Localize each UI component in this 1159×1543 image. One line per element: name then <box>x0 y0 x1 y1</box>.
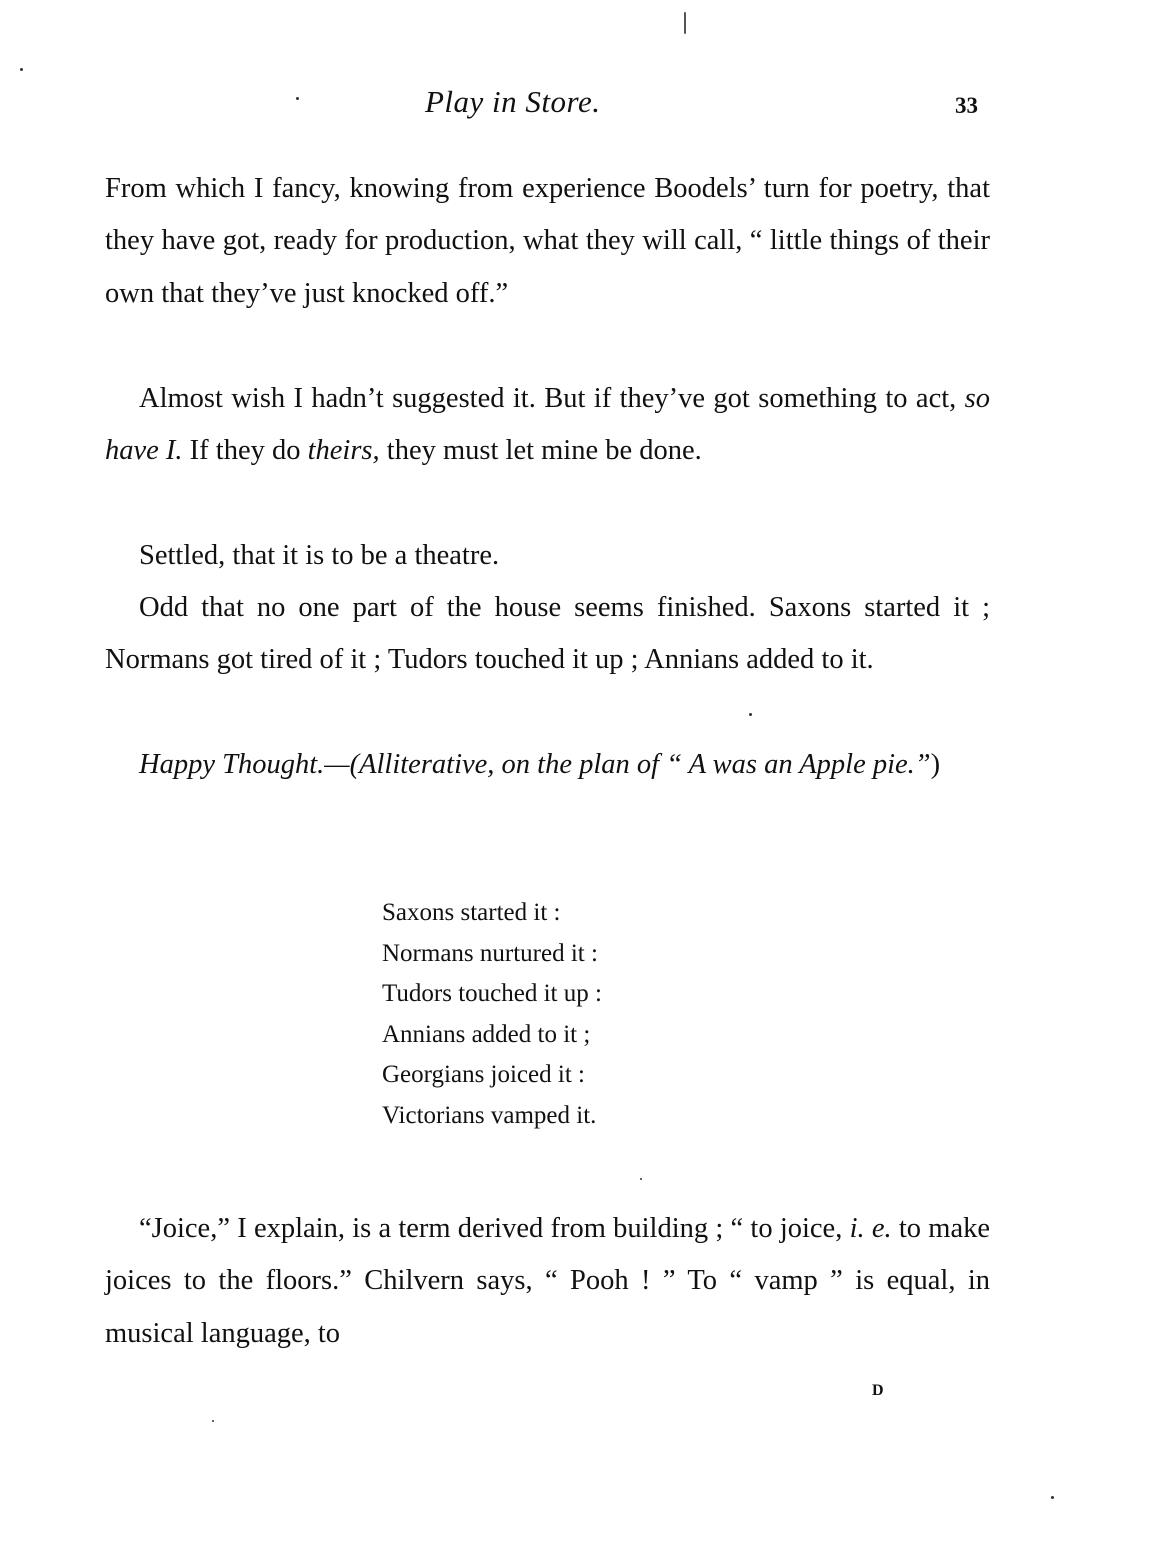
scan-speck <box>20 68 23 71</box>
joice-text-a: “Joice,” I explain, is a term derived from building ; “ to joice, <box>139 1213 850 1244</box>
paragraph-2-italic-theirs: theirs, <box>307 435 380 467</box>
paragraph-1: From which I fancy, knowing from experience Boodels’ turn for poetry, that they have got, ready for production, what they will call, “ little things of their own that they’ve just knocked off.” <box>105 173 990 309</box>
verse-line-2: Normans nurtured it : <box>382 939 598 967</box>
scan-speck <box>1051 1496 1054 1499</box>
paragraph-2-text-a: Almost wish I hadn’t suggested it. But if they’ve got something to act, <box>139 383 965 414</box>
running-title: Play in Store. <box>425 84 601 119</box>
page-number: 33 <box>955 93 978 118</box>
paragraph-2-text-c: If they do <box>182 435 308 467</box>
paragraph-happy-thought <box>105 739 990 791</box>
happy-thought-closing-paren: ) <box>930 749 941 780</box>
paragraph-joice <box>105 1203 990 1360</box>
scan-speck <box>749 713 752 716</box>
paragraph-4: Odd that no one part of the house seems finished. Saxons started it ; Normans got tired of it ; Tudors touched it up ; Annians added to it. <box>105 592 990 676</box>
verse-line-6: Victorians vamped it. <box>382 1101 597 1129</box>
joice-italic-ie: i. e. <box>849 1213 892 1244</box>
paragraph-3: Settled, that it is to be a theatre. <box>139 540 500 571</box>
paragraph-2-text-e: they must let mine be done. <box>379 435 702 467</box>
scan-speck <box>296 97 299 100</box>
verse-line-1: Saxons started it : <box>382 899 561 926</box>
verse-block <box>382 893 602 1137</box>
signature-mark: D <box>872 1382 884 1399</box>
verse-line-3: Tudors touched it up : <box>382 980 602 1008</box>
scan-speck <box>640 1178 642 1180</box>
paragraph-2 <box>105 373 990 478</box>
scan-speck <box>212 1420 214 1422</box>
paragraph-2-italic-so-have-i: so have I. <box>105 383 990 467</box>
happy-thought-text: Happy Thought.—(Alliterative, on the plan of “ A was an Apple pie.” <box>139 749 931 780</box>
verse-line-4: Annians added to it ; <box>382 1020 591 1048</box>
scan-speck <box>684 12 686 34</box>
joice-text-c: to make joices to the floors.” Chilvern says, “ Pooh ! ” To “ vamp ” is equal, in musical language, to <box>105 1213 991 1349</box>
verse-line-5: Georgians joiced it : <box>382 1061 585 1089</box>
